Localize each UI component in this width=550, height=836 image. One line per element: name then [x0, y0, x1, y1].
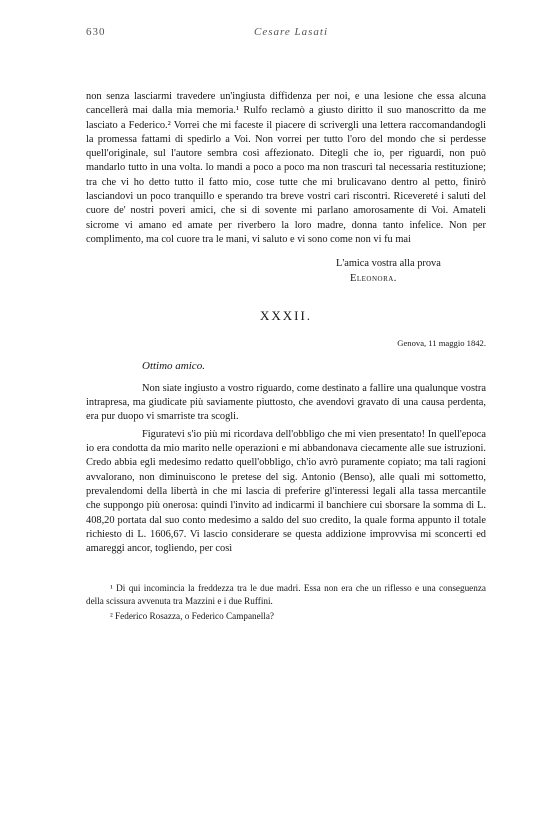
paragraph: Figuratevi s'io più mi ricordava dell'obbligo che mi vien presentato! In quell'epoca io era condotta da mio marito nelle operazioni e mi abbandonava ciecamente alle sue istruzioni. Credo abbia egli medesimo redatto quell'obbligo, ch'io avrò puramente copiato; ma tali ragioni avvalorano, non diminuiscono le pretese del sig. Antonio (Benso), alle quali mi sottometto, prevalendomi della libertà in che mi lascia di preferire gl'interessi legali alla tassa mercantile che suppongo più onerosa: quindi l'invito ad indicarmi il banchiere cui sborsare la somma di L. 408,20 portata dal suo conto medesimo a saldo del suo credito, la quale forma appunto il totale richiesto di L. 1606,67. Vi lascio considerare se questa addizione improvvisa mi sconcerti ed amareggi ancor, togliendo, per così [86, 428, 486, 555]
footnote: ² Federico Rosazza, o Federico Campanella? [110, 611, 274, 622]
signature: Eleonora. [350, 272, 397, 284]
letter-closing [336, 257, 486, 286]
letter-number: XXXII. [259, 307, 313, 323]
paragraph: non senza lasciarmi travedere un'ingiusta diffidenza per noi, e una lesione che essa alcuna cancellerà mai dalla mia memoria.¹ Rulfo reclamò a giusto diritto il suo manoscritto da me lasciato a Federico.² Vorrei che mi faceste il piacere di scrivergli una lettera raccomandandogli la promessa fattami di spedirlo a Voi. Non vorrei per tutto l'oro del mondo che si perdesse quell'originale, sul l'autore sembra così affezionato. Ditegli che io, per riguardi, non può mandarlo tutto in una volta. lo mandi a poco a poco ma non trascuri tal necessaria restituzione; tra che vi ho detto tutto il fatto mio, cose tutte che mi brulicavano dentro al petto, finirò lasciandovi un poco tranquillo e sperando tra breve vostri cari riscontri. Ricevereté i saluti del cuore de' nostri poveri amici, che si di sovente mi parlano amorosamente di Voi. Amateli sicrome vi amano ed amate per riverbero la loro madre, donna tanto infelice. Non per complimento, ma col cuore tra le mani, vi saluto e vi sono come non vi fu mai [86, 91, 486, 245]
salutation: Ottimo amico. [142, 359, 205, 372]
letter-continuation [86, 90, 486, 247]
letter-body [86, 382, 486, 557]
dateline: Genova, 11 maggio 1842. [397, 337, 486, 348]
paragraph: Non siate ingiusto a vostro riguardo, come destinato a fallire una qualunque vostra intrapresa, ma giudicate più saviamente piuttosto, che avendovi gravato di una causa perdenta, era pur duopo vi smarriste tra scogli. [86, 382, 486, 423]
closing-formula: L'amica vostra alla prova [336, 258, 441, 270]
footnotes [86, 582, 486, 623]
footnote: ¹ Di qui incomincia la freddezza tra le due madri. Essa non era che un riflesso e una conseguenza della scissura avvenuta tra Mazzini e i due Ruffini. [86, 583, 486, 607]
running-title: Cesare Lasati [254, 26, 329, 38]
page-number: 630 [86, 26, 106, 38]
running-head [86, 26, 486, 44]
